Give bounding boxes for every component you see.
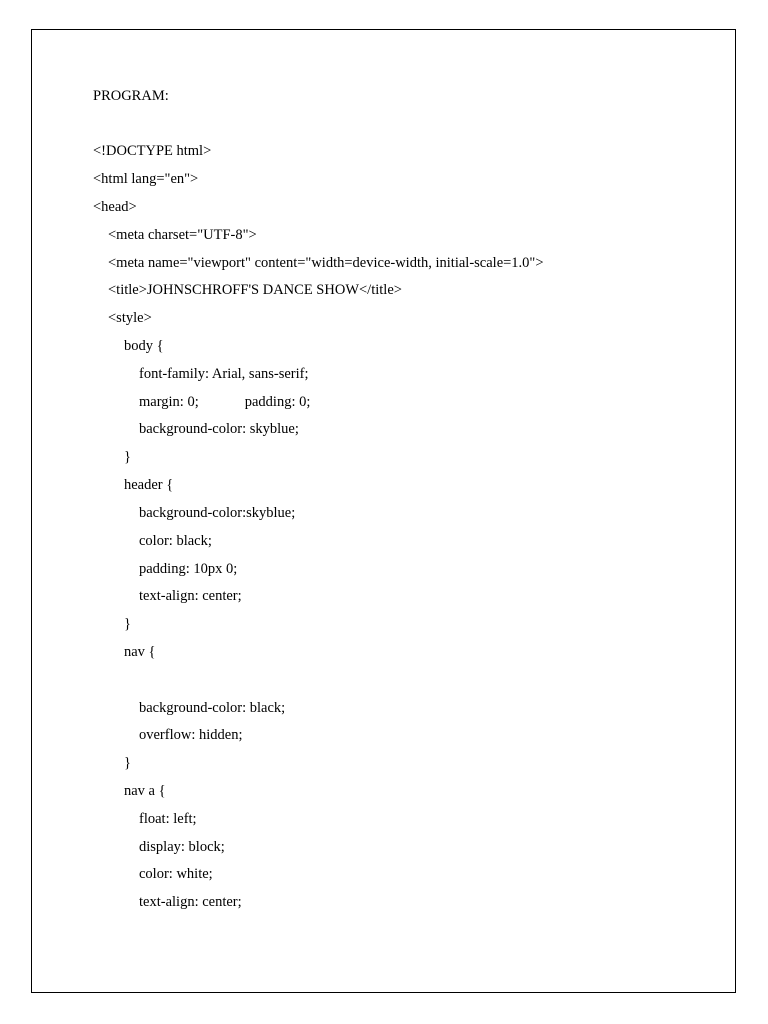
code-line: <style>	[108, 310, 152, 326]
code-line: }	[124, 755, 131, 771]
code-line: <meta name="viewport" content="width=device-width, initial-scale=1.0">	[108, 255, 544, 271]
code-line: header {	[124, 477, 174, 493]
code-line	[139, 393, 310, 411]
code-line: <html lang="en">	[93, 171, 199, 187]
code-line: background-color: black;	[139, 700, 286, 716]
code-line: text-align: center;	[139, 588, 242, 604]
code-line: }	[124, 616, 131, 632]
code-line: color: white;	[139, 866, 213, 882]
code-line: overflow: hidden;	[139, 727, 243, 743]
code-line: <title>JOHNSCHROFF'S DANCE SHOW</title>	[108, 282, 402, 298]
code-fragment: margin: 0;	[139, 394, 199, 410]
code-line: nav {	[124, 644, 156, 660]
code-line: }	[124, 449, 131, 465]
code-line: nav a {	[124, 783, 166, 799]
code-line: body {	[124, 338, 164, 354]
code-line: <head>	[93, 199, 137, 215]
code-line: display: block;	[139, 839, 225, 855]
code-line: background-color: skyblue;	[139, 421, 299, 437]
code-line: <!DOCTYPE html>	[93, 143, 212, 159]
code-line: text-align: center;	[139, 894, 242, 910]
code-line: padding: 10px 0;	[139, 561, 238, 577]
code-line: <meta charset="UTF-8">	[108, 227, 257, 243]
code-fragment: padding: 0;	[244, 394, 311, 410]
program-heading: PROGRAM:	[93, 88, 169, 104]
code-line: color: black;	[139, 533, 212, 549]
code-line: background-color:skyblue;	[139, 505, 296, 521]
code-line: float: left;	[139, 811, 197, 827]
code-line: font-family: Arial, sans-serif;	[139, 366, 309, 382]
